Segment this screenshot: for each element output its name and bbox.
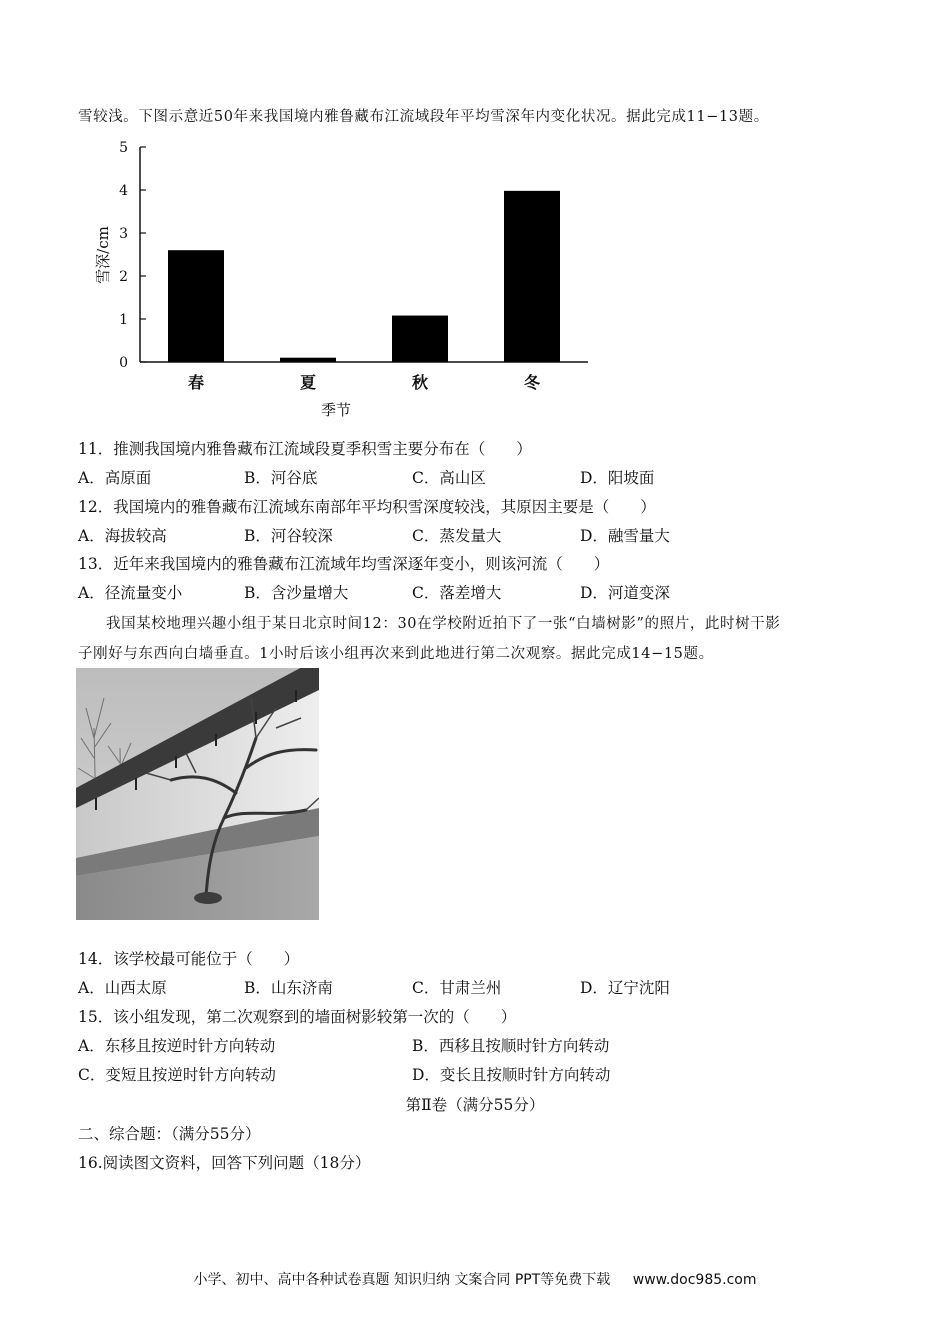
question-15-stem: 15．该小组发现，第二次观察到的墙面树影较第一次的（ ） xyxy=(78,1008,517,1026)
x-tick-label: 冬 xyxy=(523,373,541,392)
q11-option-c: C．高山区 xyxy=(412,469,486,487)
q15-option-c: C．变短且按逆时针方向转动 xyxy=(78,1066,276,1084)
q14-option-b: B．山东济南 xyxy=(244,979,333,997)
q12-option-c: C．蒸发量大 xyxy=(412,527,502,545)
page-footer xyxy=(0,1270,950,1290)
question-16-stem: 16.阅读图文资料，回答下列问题（18分） xyxy=(78,1154,371,1172)
y-tick-label: 0 xyxy=(119,355,128,371)
y-tick-label: 4 xyxy=(119,183,128,199)
q12-option-a: A．海拔较高 xyxy=(78,527,167,545)
q15-option-b: B．西移且按顺时针方向转动 xyxy=(412,1037,610,1055)
y-tick-label: 3 xyxy=(119,226,128,242)
q14-option-d: D．辽宁沈阳 xyxy=(580,979,670,997)
wall-tree-shadow-photo xyxy=(76,668,319,920)
q12-option-b: B．河谷较深 xyxy=(244,527,333,545)
y-tick-label: 2 xyxy=(119,269,128,285)
q13-option-d: D．河道变深 xyxy=(580,584,670,602)
q14-option-c: C．甘肃兰州 xyxy=(412,979,502,997)
x-tick-label: 夏 xyxy=(299,373,317,392)
bar xyxy=(168,250,224,362)
question-14-options xyxy=(78,977,878,999)
bar xyxy=(392,316,448,362)
bar xyxy=(504,191,560,362)
question-12-options xyxy=(78,525,878,547)
footer-text: 小学、初中、高中各种试卷真题 知识归纳 文案合同 PPT等免费下载 xyxy=(193,1272,611,1288)
part-2-title: 第Ⅱ卷（满分55分） xyxy=(405,1096,545,1114)
question-13-options xyxy=(78,582,878,604)
question-12-stem: 12．我国境内的雅鲁藏布江流域东南部年平均积雪深度较浅，其原因主要是（ ） xyxy=(78,498,656,516)
q14-option-a: A．山西太原 xyxy=(78,979,167,997)
q12-option-d: D．融雪量大 xyxy=(580,527,670,545)
q15-option-a: A．东移且按逆时针方向转动 xyxy=(78,1037,276,1055)
section-2-heading: 二、综合题：（满分55分） xyxy=(78,1125,261,1143)
question-13-stem: 13．近年来我国境内的雅鲁藏布江流域年均雪深逐年变小，则该河流（ ） xyxy=(78,555,610,573)
q15-option-d: D．变长且按顺时针方向转动 xyxy=(412,1066,611,1084)
intro-text-mid-2: 子刚好与东西向白墙垂直。1小时后该小组再次来到此地进行第二次观察。据此完成14−15题。 xyxy=(78,646,714,662)
chart-bars xyxy=(168,191,560,362)
intro-text-mid-1: 我国某校地理兴趣小组于某日北京时间12：30在学校附近拍下了一张“白墙树影”的照片，此时树干影 xyxy=(106,616,781,632)
question-15-options-row-2 xyxy=(78,1064,878,1086)
q13-option-b: B．含沙量增大 xyxy=(244,584,349,602)
q11-option-d: D．阳坡面 xyxy=(580,469,655,487)
x-tick-label: 秋 xyxy=(411,373,429,392)
q13-option-c: C．落差增大 xyxy=(412,584,502,602)
question-15-options-row-1 xyxy=(78,1035,878,1057)
q11-option-b: B．河谷底 xyxy=(244,469,318,487)
question-11-stem: 11．推测我国境内雅鲁藏布江流域段夏季积雪主要分布在（ ） xyxy=(78,440,532,458)
q11-option-a: A．高原面 xyxy=(78,469,152,487)
q13-option-a: A．径流量变小 xyxy=(78,584,183,602)
y-axis-label: 雪深/cm xyxy=(94,226,112,284)
snow-depth-bar-chart xyxy=(88,135,598,425)
y-tick-label: 1 xyxy=(119,312,128,328)
footer-url: www.doc985.com xyxy=(632,1272,757,1288)
question-11-options xyxy=(78,467,878,489)
y-tick-label: 5 xyxy=(119,140,128,156)
bar xyxy=(280,358,336,362)
x-tick-label: 春 xyxy=(187,373,205,392)
x-axis-label: 季节 xyxy=(320,401,352,419)
question-14-stem: 14．该学校最可能位于（ ） xyxy=(78,950,300,968)
intro-text-top: 雪较浅。下图示意近50年来我国境内雅鲁藏布江流域段年平均雪深年内变化状况。据此完成11−13题。 xyxy=(78,109,769,125)
